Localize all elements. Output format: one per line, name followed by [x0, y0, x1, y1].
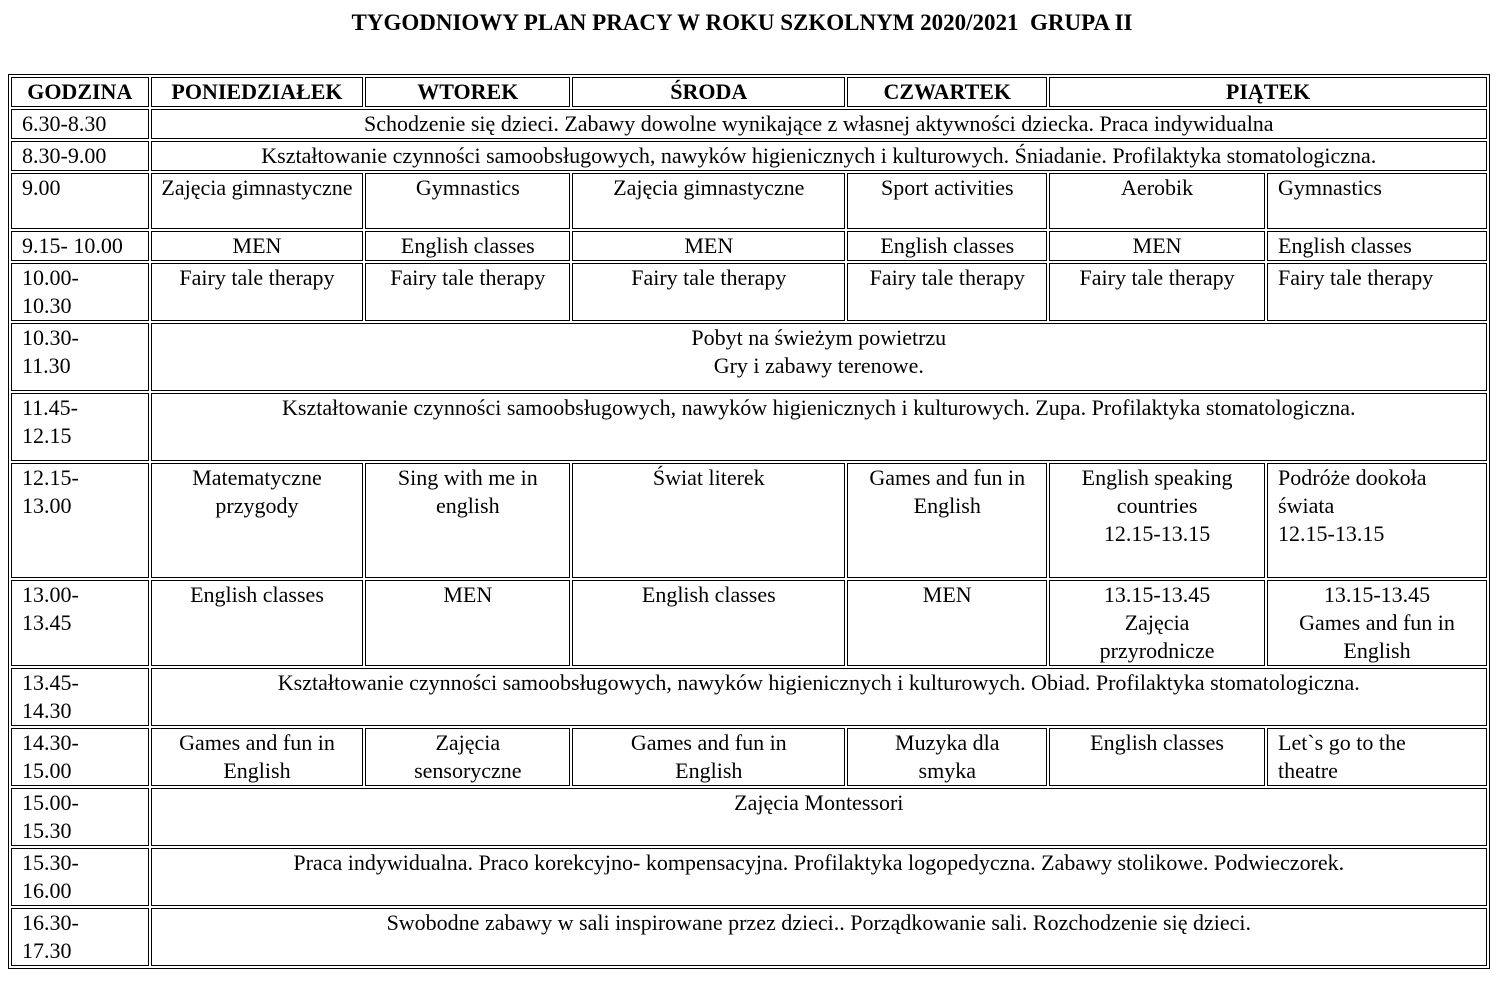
- cell-friday-a: 13.15-13.45 Zajęcia przyrodnicze: [1049, 580, 1265, 666]
- spanning-cell: Kształtowanie czynności samoobsługowych, nawyków higienicznych i kulturowych. Zupa. Profilaktyka stomatologiczna.: [151, 393, 1487, 461]
- cell-friday-b: Podróże dookoła świata 12.15-13.15: [1267, 463, 1487, 578]
- spanning-cell: Pobyt na świeżym powietrzu Gry i zabawy terenowe.: [151, 323, 1487, 391]
- time-cell: 16.30- 17.30: [11, 908, 149, 966]
- table-row: [11, 109, 1487, 139]
- cell-monday: MEN: [151, 231, 364, 261]
- spanning-cell: Praca indywidualna. Praco korekcyjno- kompensacyjna. Profilaktyka logopedyczna. Zabawy stolikowe. Podwieczorek.: [151, 848, 1487, 906]
- cell-monday: Matematyczne przygody: [151, 463, 364, 578]
- header-friday: PIĄTEK: [1049, 77, 1487, 107]
- cell-tuesday: Sing with me in english: [365, 463, 570, 578]
- time-cell: 14.30- 15.00: [11, 728, 149, 786]
- table-row: [11, 908, 1487, 966]
- cell-thursday: Sport activities: [847, 173, 1047, 229]
- header-hour: GODZINA: [11, 77, 149, 107]
- cell-monday: Games and fun in English: [151, 728, 364, 786]
- cell-monday: Fairy tale therapy: [151, 263, 364, 321]
- table-row: [11, 728, 1487, 786]
- cell-wednesday: English classes: [572, 580, 845, 666]
- time-cell: 9.15- 10.00: [11, 231, 149, 261]
- time-cell: 15.30- 16.00: [11, 848, 149, 906]
- cell-tuesday: Gymnastics: [365, 173, 570, 229]
- table-row: [11, 848, 1487, 906]
- cell-friday-a: Aerobik: [1049, 173, 1265, 229]
- cell-wednesday: Świat literek: [572, 463, 845, 578]
- cell-tuesday: English classes: [365, 231, 570, 261]
- weekly-plan-table: [8, 74, 1490, 969]
- time-cell: 8.30-9.00: [11, 141, 149, 171]
- table-row: [11, 141, 1487, 171]
- cell-wednesday: Zajęcia gimnastyczne: [572, 173, 845, 229]
- time-cell: 9.00: [11, 173, 149, 229]
- header-thursday: CZWARTEK: [847, 77, 1047, 107]
- header-monday: PONIEDZIAŁEK: [151, 77, 364, 107]
- time-cell: 12.15- 13.00: [11, 463, 149, 578]
- cell-friday-b: Gymnastics: [1267, 173, 1487, 229]
- cell-thursday: Muzyka dla smyka: [847, 728, 1047, 786]
- cell-monday: Zajęcia gimnastyczne: [151, 173, 364, 229]
- time-cell: 13.00- 13.45: [11, 580, 149, 666]
- spanning-cell: Swobodne zabawy w sali inspirowane przez dzieci.. Porządkowanie sali. Rozchodzenie się dzieci.: [151, 908, 1487, 966]
- cell-friday-a: MEN: [1049, 231, 1265, 261]
- cell-wednesday: Fairy tale therapy: [572, 263, 845, 321]
- cell-friday-b: English classes: [1267, 231, 1487, 261]
- spanning-cell: Kształtowanie czynności samoobsługowych, nawyków higienicznych i kulturowych. Obiad. Profilaktyka stomatologiczna.: [151, 668, 1487, 726]
- table-row: [11, 231, 1487, 261]
- cell-monday: English classes: [151, 580, 364, 666]
- header-wednesday: ŚRODA: [572, 77, 845, 107]
- cell-friday-b: 13.15-13.45 Games and fun in English: [1267, 580, 1487, 666]
- cell-tuesday: Zajęcia sensoryczne: [365, 728, 570, 786]
- cell-friday-b: Fairy tale therapy: [1267, 263, 1487, 321]
- cell-friday-a: English classes: [1049, 728, 1265, 786]
- cell-thursday: Fairy tale therapy: [847, 263, 1047, 321]
- header-tuesday: WTOREK: [365, 77, 570, 107]
- header-row: [11, 77, 1487, 107]
- table-row: [11, 788, 1487, 846]
- table-row: [11, 668, 1487, 726]
- spanning-cell: Schodzenie się dzieci. Zabawy dowolne wynikające z własnej aktywności dziecka. Praca indywidualna: [151, 109, 1487, 139]
- time-cell: 11.45- 12.15: [11, 393, 149, 461]
- cell-friday-a: Fairy tale therapy: [1049, 263, 1265, 321]
- time-cell: 15.00- 15.30: [11, 788, 149, 846]
- table-row: [11, 580, 1487, 666]
- time-cell: 10.00- 10.30: [11, 263, 149, 321]
- table-row: [11, 323, 1487, 391]
- cell-friday-b: Let`s go to the theatre: [1267, 728, 1487, 786]
- table-row: [11, 173, 1487, 229]
- time-cell: 13.45- 14.30: [11, 668, 149, 726]
- time-cell: 10.30- 11.30: [11, 323, 149, 391]
- time-cell: 6.30-8.30: [11, 109, 149, 139]
- spanning-cell: Kształtowanie czynności samoobsługowych, nawyków higienicznych i kulturowych. Śniadanie. Profilaktyka stomatologiczna.: [151, 141, 1487, 171]
- cell-wednesday: Games and fun in English: [572, 728, 845, 786]
- cell-thursday: Games and fun in English: [847, 463, 1047, 578]
- cell-wednesday: MEN: [572, 231, 845, 261]
- spanning-cell: Zajęcia Montessori: [151, 788, 1487, 846]
- cell-friday-a: English speaking countries 12.15-13.15: [1049, 463, 1265, 578]
- table-row: [11, 263, 1487, 321]
- table-row: [11, 463, 1487, 578]
- cell-tuesday: Fairy tale therapy: [365, 263, 570, 321]
- table-row: [11, 393, 1487, 461]
- page-title: TYGODNIOWY PLAN PRACY W ROKU SZKOLNYM 2020/2021 GRUPA II: [351, 10, 1133, 35]
- cell-tuesday: MEN: [365, 580, 570, 666]
- cell-thursday: English classes: [847, 231, 1047, 261]
- cell-thursday: MEN: [847, 580, 1047, 666]
